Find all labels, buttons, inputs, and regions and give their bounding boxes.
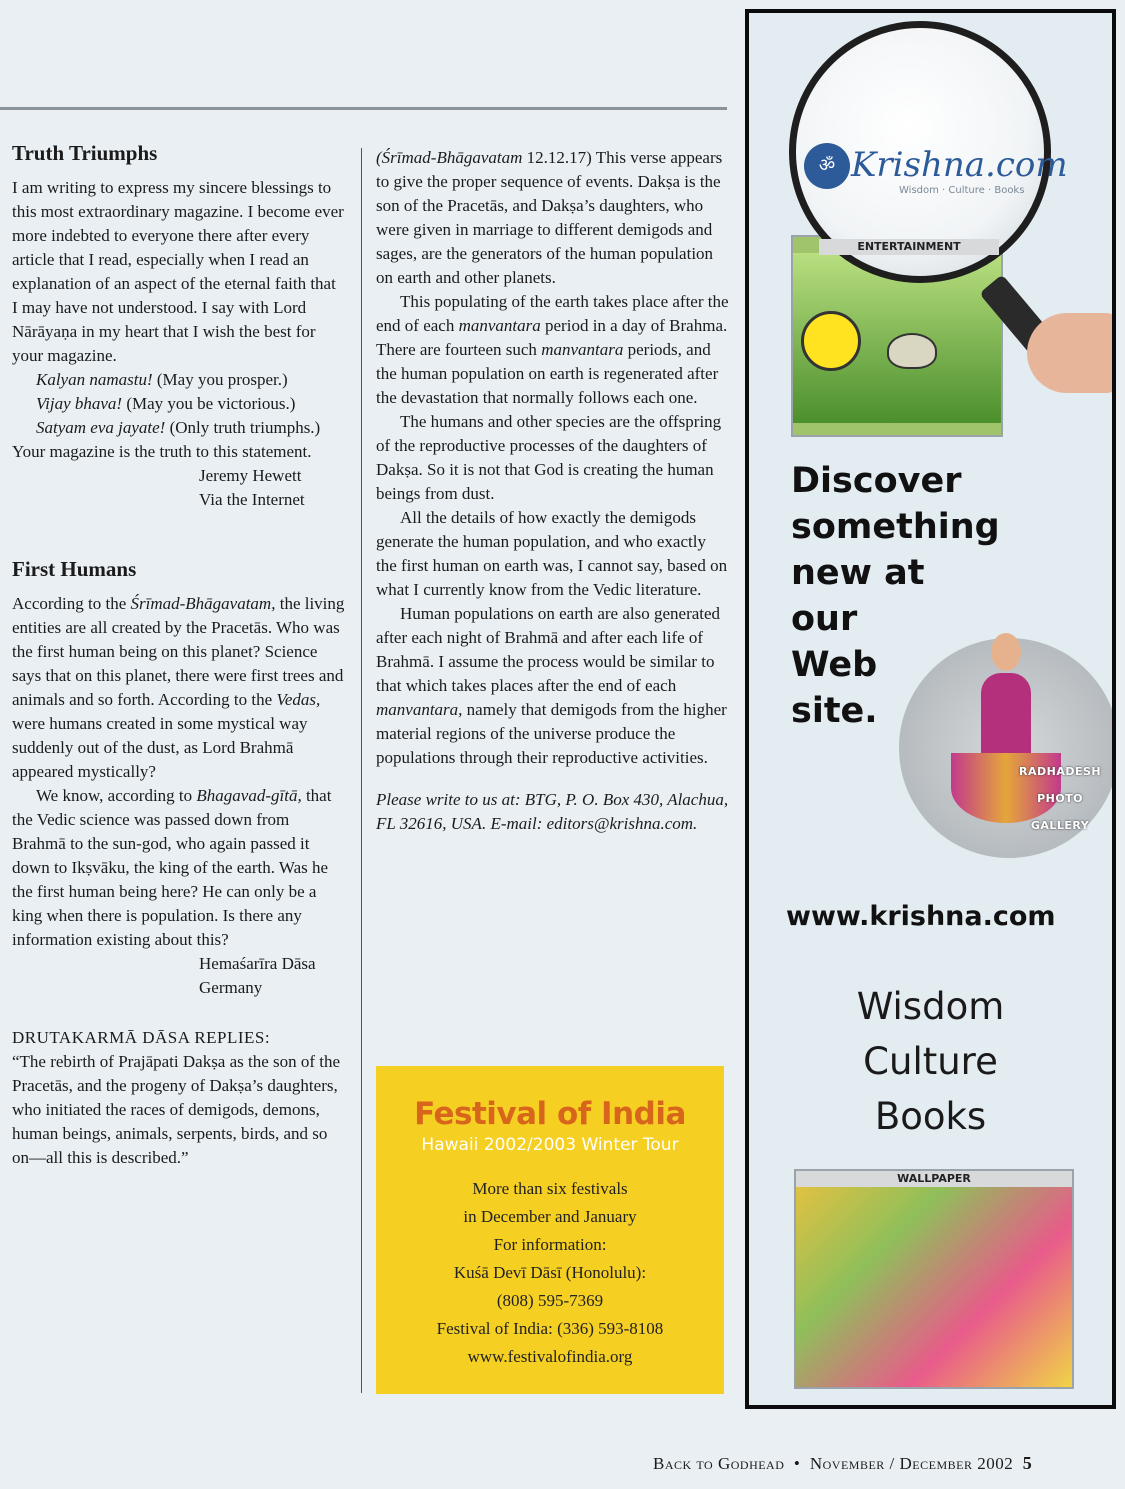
festival-line: For information: xyxy=(493,1235,607,1254)
truth-para-kalyan: Kalyan namastu! (May you prosper.) xyxy=(36,370,288,389)
humans-para-1: According to the Śrīmad-Bhāgavatam, the living entities are all created by the Pracetās. Who was the first human being on this planet? Science says that on this planet, there were first trees and animals and so forth. According to the Vedas, were humans created in some mystical way suddenly out of the dust, as Lord Brahmā appeared mystically? xyxy=(12,594,345,781)
krishna-logo-text: Krishna.com xyxy=(851,145,1068,185)
worm-icon xyxy=(887,333,937,369)
krishna-ad xyxy=(745,9,1116,1409)
festival-line: (808) 595-7369 xyxy=(496,1291,604,1310)
column-divider xyxy=(361,148,362,1393)
festival-subtitle: Hawaii 2002/2003 Winter Tour xyxy=(421,1135,679,1155)
middle-para-5: Human populations on earth are also generated after each night of Brahmā and after each life of Brahmā. I assume the process would be similar to that which takes places after the end of each manvantara, namely that demigods from the higher material regions of the universe produce the populations through their reproductive activities. xyxy=(376,604,727,767)
footer-separator: • xyxy=(793,1454,801,1473)
ad-url: www.krishna.com xyxy=(786,901,1056,932)
wallpaper-image xyxy=(794,1169,1074,1389)
krishna-logo-icon: ॐ xyxy=(804,143,850,189)
signature-place-1: Via the Internet xyxy=(199,490,305,509)
middle-para-1: (Śrīmad-Bhāgavatam 12.12.17) This verse appears to give the proper sequence of events. Dakṣa is the son of the Pracetās, and Dakṣa’s daughters, who were given in marriage to different demigods and sages, are the generators of the human population on earth and other planets. xyxy=(376,148,723,287)
first-humans-heading: First Humans xyxy=(12,557,137,581)
write-to-us: Please write to us at: BTG, P. O. Box 430, Alachua, FL 32616, USA. E-mail: editors@krishna.com. xyxy=(376,790,729,833)
reply-heading: DRUTAKARMĀ DĀSA REPLIES: xyxy=(12,1028,271,1047)
gallery-label: RADHADESH PHOTO GALLERY xyxy=(1019,765,1102,832)
wallpaper-label: WALLPAPER xyxy=(796,1171,1072,1187)
festival-of-india-box xyxy=(376,1066,724,1394)
middle-column xyxy=(376,146,730,836)
entertainment-label: ENTERTAINMENT xyxy=(819,239,999,255)
festival-title: Festival of India xyxy=(414,1096,686,1132)
truth-para-vijay: Vijay bhava! (May you be victorious.) xyxy=(36,394,296,413)
humans-para-2: We know, according to Bhagavad-gītā, that the Vedic science was passed down from Brahmā to the sun-god, who again passed it down to Ikṣvāku, the king of the earth. Was he the first human being here? He can only be a king when there is population. Is there any information existing about this? xyxy=(12,786,332,949)
top-rule xyxy=(0,107,727,110)
middle-para-2: This populating of the earth takes place after the end of each manvantara period in a day of Brahma. There are fourteen such manvantara periods, and the human population on earth is regenerated after the devastation that normally follows each one. xyxy=(376,292,729,407)
festival-line: More than six festivals xyxy=(472,1179,628,1198)
flower-icon xyxy=(801,311,861,371)
festival-url: www.festivalofindia.org xyxy=(467,1347,633,1366)
reply-text: “The rebirth of Prajāpati Dakṣa as the son of the Pracetās, and the progeny of Dakṣa’s daughters, who initiated the races of demigods, demons, human beings, animals, serpents, birds, and so on—all this is described.” xyxy=(12,1052,341,1167)
truth-triumphs-heading: Truth Triumphs xyxy=(12,141,158,165)
signature-name-2: Hemaśarīra Dāsa xyxy=(199,954,316,973)
ad-tagline: Wisdom Culture Books xyxy=(856,985,1005,1138)
footer-issue: November / December 2002 xyxy=(809,1454,1014,1473)
ad-headline: Discover something new at our Web site. xyxy=(791,461,1000,731)
left-column xyxy=(12,140,345,1170)
signature-place-2: Germany xyxy=(199,978,263,997)
festival-info xyxy=(376,1175,724,1371)
middle-para-4: All the details of how exactly the demigods generate the human population, and who exactly the first human on earth was, I cannot say, based on what I currently know from the Vedic literature. xyxy=(376,508,728,599)
festival-line: in December and January xyxy=(463,1207,637,1226)
signature-name-1: Jeremy Hewett xyxy=(199,466,302,485)
truth-para-1: I am writing to express my sincere blessings to this most extraordinary magazine. I become ever more indebted to everyone there after every article that I read, especially when I read an explanation of an aspect of the eternal faith that I may have not understood. I say with Lord Nārāyaṇa in my heart that I wish the best for your magazine. xyxy=(12,178,344,365)
page-number: 5 xyxy=(1022,1453,1033,1473)
middle-para-3: The humans and other species are the offspring of the reproductive processes of the daughters of Dakṣa. So it is not that God is creating the human beings from dust. xyxy=(376,412,722,503)
footer-magazine: Back to Godhead xyxy=(653,1454,785,1473)
page-footer xyxy=(653,1453,1032,1474)
festival-line: Kuśā Devī Dāsī (Honolulu): xyxy=(453,1263,647,1282)
krishna-logo-tagline: Wisdom · Culture · Books xyxy=(899,185,1025,196)
festival-line: Festival of India: (336) 593-8108 xyxy=(436,1319,664,1338)
truth-para-satyam: Satyam eva jayate! (Only truth triumphs.) Your magazine is the truth to this statement. xyxy=(12,418,321,461)
hand-image xyxy=(1027,313,1116,393)
